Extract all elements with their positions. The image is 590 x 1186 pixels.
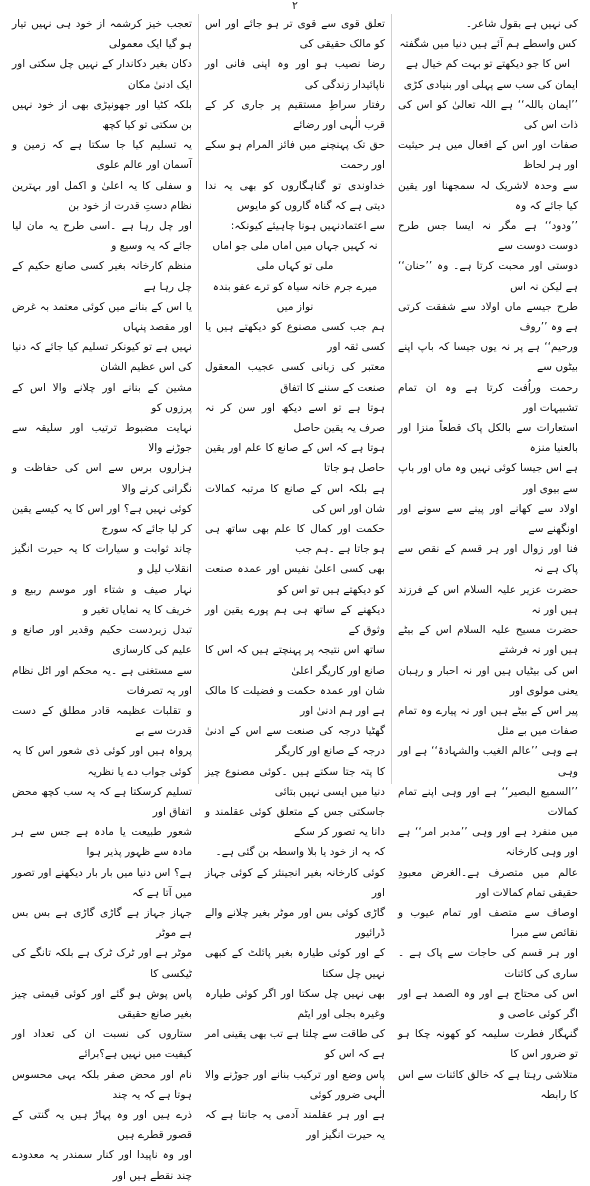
text-line: ہوتا ہے تو اسے دیکھ اور سن کر نہ صرف یہ یقین حاصل [205,401,385,435]
text-line: فنا اور زوال اور ہر قسم کے نقص سے پاک ہے نہ [398,543,578,576]
text-line: ’’السمیع البصیر‘‘ ہے اور وہی اپنے تمام کمالات [398,785,578,818]
text-line: ساتھ اس نتیجہ پر پہنچتے ہیں کہ اس کا صانع اور کاریگر اعلیٰ [205,644,385,677]
text-line: بلکہ کٹیا اور جھونپڑی بھی از خود نہیں بن سکتی تو کیا کچھ [12,98,192,132]
text-line: پاس وضع اور ترکیب بنانے اور جوڑنے والا الٰہی ضرور کوئی [205,1068,385,1101]
text-line: جہاز جہاز ہے گاڑی گاڑی ہے بس بس ہے موٹر [12,906,192,940]
text-line: گھٹیا درجہ کی صنعت سے اس کے ادنیٰ درجہ کے صانع اور کاریگر [205,725,385,758]
text-line: سے اعتمادنہیں ہونا چاہیئے کیونکہ: [230,220,385,233]
text-line: و تقلبات عظیمہ قادر مطلق کے دست قدرت سے بے [12,704,192,738]
text-line: حکمت اور کمال کا علم بھی ساتھ ہی ہو جاتا ہے ۔ہم جب [205,523,385,556]
text-line: کوئی کارخانہ بغیر انجینئر کے کوئی جہاز اور [205,866,385,899]
text-line: نہیں ہے تو کیونکر تسلیم کیا جائے کہ دنیا کی اس عظیم الشان [12,341,192,374]
text-line: پرواہ ہیں اور کوئی ذی شعور اس کا یہ کوئی جواب دے یا نظریہ [12,745,192,778]
text-line: کہ یہ از خود یا بلا واسطہ بن گئی ہے۔ [215,846,385,859]
text-line: رفتار سراطِ مستقیم پر جاری کر کے قرب الٰہی اور رضائے [205,98,385,132]
text-line: اور چل رہا ہے ۔اسی طرح یہ مان لیا جائے کہ یہ وسیع و [12,220,192,253]
text-line: عالم میں متصرف ہے۔الغرض معبودِ حقیقی تمام کمالات اور [398,866,578,899]
text-line: اور ہر قسم کی حاجات سے پاک ہے ۔ ساری کی کائنات [398,947,578,980]
text-line: و سفلی کا یہ اعلیٰ و اکمل اور بہترین نظام دستِ قدرت از خود بن [12,179,192,212]
text-line: سے مستغنی ہے ۔یہ محکم اور اٹل نظام اور یہ تصرفات [12,664,192,697]
text-line: گاڑی کوئی بس اور موٹر بغیر چلانے والے ڈرائیور [205,906,385,940]
text-line: موٹر ہے اور ٹرک ٹرک ہے بلکہ تانگے کی ٹیکسی کا [12,947,192,980]
text-line: ورحیم‘‘ ہے پر نہ یوں جیسا کہ باپ اپنے بیٹوں سے [398,341,578,374]
text-line: ستاروں کی نسبت ان کی تعداد اور کیفیت میں نہیں ہے؟برائے [12,1028,192,1061]
text-line: میرے جرم خانہ سیاہ کو ترے عفو بندہ نواز میں [212,280,378,313]
text-line: منظم کارخانہ بغیر کسی صانع حکیم کے چل رہا ہے [12,260,192,293]
text-line: نہار صیف و شتاء اور موسم ربیع و خریف کا یہ نمایاں تغیر و [12,583,192,616]
text-line: کے اور کوئی طیارہ بغیر پائلٹ کے کبھی نہیں چل سکتا [205,947,385,980]
column-right [392,14,584,1101]
text-line: اور وہ ناپیدا اور کنار سمندر یہ معدودے چند نقطے ہیں اور [12,1149,192,1182]
column-middle [199,14,392,1142]
text-columns [6,14,584,1182]
text-line: اوصاف سے متصف اور تمام عیوب و نقائص سے مبرا [398,906,578,940]
text-line: معتبر کی زبانی کسی عجیب المعقول صنعت کے سننے کا اتفاق [205,361,385,394]
text-line: نام اور محض صفر بلکہ یہی محسوس ہوتا ہے کہ یہ چند [12,1068,192,1101]
text-line: رحمت وراُفت کرتا ہے وہ ان تمام تشبیہات اور [398,381,578,414]
text-line: چاند ثوابت و سیارات کا یہ حیرت انگیز انقلاب لیل و [12,543,192,576]
text-line: اولاد سے کھانے اور پینے سے سونے اور اونگھنے سے [398,502,578,536]
text-line: ایمان کی سب سے پہلی اور بنیادی کڑی [403,78,578,91]
text-line: میں منفرد ہے اور وہی ’’مدبر امر‘‘ ہے اور وہی کارخانہ [398,826,578,859]
text-line: ’’ایمان باللہ‘‘ ہے اللہ تعالیٰ کو اس کی ذات اس کی [398,98,578,132]
text-line: متلاشی رہتا ہے کہ خالق کائنات سے اس کا رابطہ [398,1068,578,1101]
text-line: ذرے ہیں اور وہ پہاڑ ہیں یہ گنتی کے قصور قطرے ہیں [12,1108,192,1142]
text-line: اس کی بیٹیاں ہیں اور نہ احبار و رہبان یعنی مولوی اور [398,664,578,697]
text-line: ہے بلکہ اس کے صانع کا مرتبہ کمالات شان اور اس کی [205,482,385,515]
text-line: اس کی محتاج ہے اور وہ الصمد ہے اور اگر کوئی عاصی و [398,987,578,1020]
text-line: کی نہیں ہے بقول شاعر۔ [465,18,578,30]
text-line: ہم جب کسی مصنوع کو دیکھتے ہیں یا کسی ثقہ اور [205,321,385,354]
text-line: یا اس کے بنانے میں کوئی معتمد بہ غرض اور مقصد پنہاں [12,300,192,334]
text-line: شعور طبیعت یا مادہ ہے جس سے ہر مادہ سے ظہور پذیر ہوا [12,826,192,859]
text-line: نہایت مضبوط ترتیب اور سلیقہ سے جوڑنے والا [12,422,192,455]
text-line: اس کا جو دیکھتے تو بہت کم خیال ہے [405,58,571,71]
text-line: استعارات سے بالکل پاک قطعاً منزا اور بالعنیا منزہ [398,422,578,455]
text-line: صفات اور اس کے افعال میں ہر حیثیت اور ہر لحاظ [398,139,578,172]
text-line: کی طاقت سے چلتا ہے تب بھی یقینی امر ہے کہ اس کو [205,1028,385,1061]
text-line: مشین کے بنانے اور چلانے والا اس کے پرزوں کو [12,381,192,414]
text-line: کوئی نہیں ہے؟ اور اس کا یہ کیسے یقین کر لیا جائے کہ سورج [12,502,192,536]
text-line: ہزاروں برس سے اس کی حفاظت و نگرانی کرنے والا [12,462,192,495]
text-line: تسلیم کرسکتا ہے کہ یہ سب کچھ محض اتفاق اور [12,785,192,818]
text-line: پاس پوش ہو گئے اور کوئی قیمتی چیز بغیر صانع حقیقی [12,987,192,1020]
text-line: حق تک پہنچنے میں فائز المرام ہو سکے اور رحمت [205,139,385,172]
text-line: ہوتا ہے کہ اس کے صانع کا علم اور یقین حاصل ہو جاتا [205,442,385,475]
text-line: نہ کہیں جہاں میں اماں ملی جو اماں ملی تو کہاں ملی [212,240,378,273]
text-line: سے وحدہ لاشریک لہ سمجھنا اور یقین کیا جائے کہ وہ [398,179,578,212]
text-line: گنہگار فطرت سلیمہ کو کھونہ چکا ہو تو ضرور اس کا [398,1028,578,1061]
text-line: ’’ودود‘‘ ہے مگر نہ ایسا جس طرح دوست دوست سے [398,220,578,253]
text-line: ہے؟ اس دنیا میں بار بار دیکھنے اور تصور میں آتا ہے کہ [12,866,192,899]
text-line: بھی نہیں چل سکتا اور اگر کوئی طیارہ وغیرہ بجلی اور ایٹم [205,987,385,1020]
text-line: طرح جیسے ماں اولاد سے شفقت کرتی ہے وہ ’’روف [398,300,578,334]
text-line: یہ تسلیم کیا جا سکتا ہے کہ زمین و آسمان اور عالم علوی [12,139,192,172]
text-line: خداوندی تو گناہگاروں کو بھی یہ ندا دیتی ہے کہ گناہ گاروں کو مایوس [205,179,385,212]
text-line: ہے وہی ’’عالم الغیب والشہادۃ‘‘ ہے اور وہی [398,745,578,778]
text-line: دکان بغیر دکاندار کے نہیں چل سکتی اور ایک ادنیٰ مکان [12,58,192,91]
text-line: پیر اس کے بیٹے ہیں اور نہ پیارے وہ تمام صفات میں بے مثل [398,704,578,738]
text-line: ہے اس جیسا کوئی نہیں وہ ماں اور باپ سے بیوی اور [398,462,578,495]
text-line: رضا نصیب ہو اور وہ اپنی فانی اور ناپائیدار زندگی کی [205,58,385,91]
text-line: تعجب خیز کرشمہ از خود ہی نہیں تیار ہو گیا ایک معمولی [12,18,192,51]
text-line: کس واسطے ہم آئے ہیں دنیا میں شگفتہ [399,38,577,51]
text-line: جاسکتی جس کے متعلق کوئی عقلمند و دانا یہ تصور کر سکے [205,805,385,839]
text-line: ہے اور ہر عقلمند آدمی یہ جانتا ہے کہ یہ حیرت انگیز اور [205,1108,385,1142]
text-line: شان اور عمدہ حکمت و فضیلت کا مالک ہے اور ہم ادنیٰ اور [205,684,385,717]
text-line: کا پتہ جتا سکتے ہیں ۔کوئی مصنوع چیز دنیا میں ایسی نہیں بتائی [205,765,385,798]
text-line: دوستی اور محبت کرتا ہے۔ وہ ’’حنان‘‘ ہے لیکن نہ اس [398,260,578,293]
text-line: دیکھنے کے ساتھ ہی ہم پورے یقین اور وثوق کے [205,603,385,637]
text-line: بھی کسی اعلیٰ نفیس اور عمدہ صنعت کو دیکھتے ہیں تو اس کو [205,563,385,596]
column-left [6,14,199,1182]
page-mark: ۲ [292,0,298,12]
text-line: تعلق قوی سے قوی تر ہو جائے اور اس کو مالک حقیقی کی [205,18,385,51]
text-line: حضرت مسیح علیہ السلام اس کے بیٹے ہیں اور نہ فرشتے [398,624,578,657]
text-line: تبدل زبردست حکیم وقدیر اور صانع و علیم کی کارسازی [12,624,192,657]
text-line: حضرت عزیر علیہ السلام اس کے فرزند ہیں اور نہ [398,583,578,616]
